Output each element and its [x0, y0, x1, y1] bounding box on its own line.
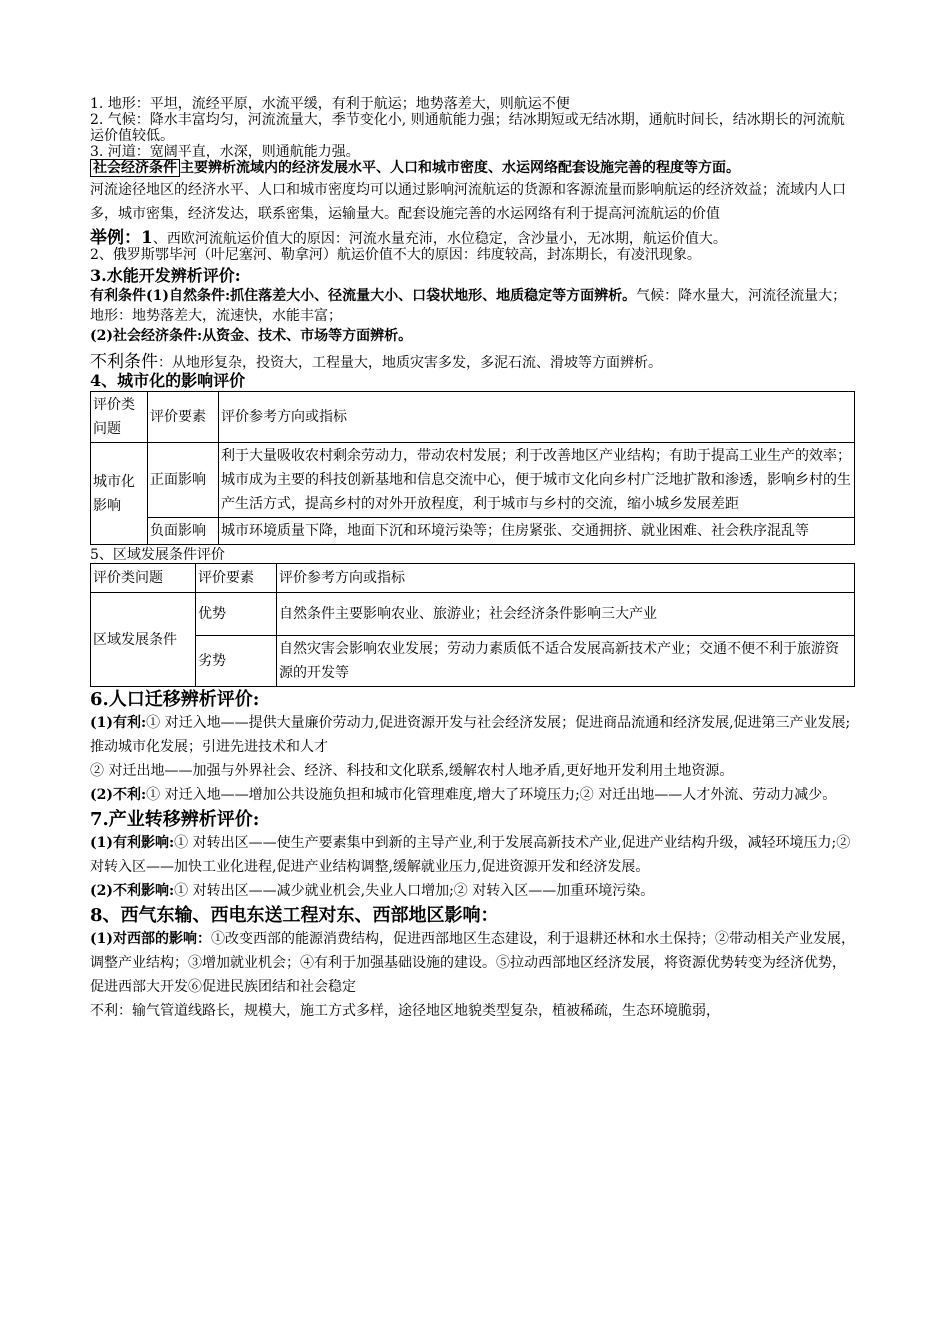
industry-unfavorable-label: (2)不利影响: — [90, 883, 175, 899]
hydro-unfavorable — [90, 354, 855, 371]
urban-text-negative: 城市环境质量下降，地面下沉和环境污染等；住房紧张、交通拥挤、就业困难、社会秩序混乱等 — [219, 518, 855, 545]
migration-favorable — [90, 711, 855, 759]
urban-category: 城市化影响 — [91, 443, 148, 545]
hydro-social: (2)社会经济条件:从资金、技术、市场等方面辨析。 — [90, 328, 413, 344]
document-page — [90, 96, 855, 1023]
table-row — [91, 518, 855, 545]
hydro-title: 3.水能开发辨析评价: — [90, 266, 241, 285]
migration-unfavorable-text: ① 对迁入地——增加公共设施负担和城市化管理难度,增大了环境压力;② 对迁出地——人才外流、劳动力减少。 — [146, 787, 837, 803]
migration-unfavorable — [90, 783, 855, 807]
region-factor-strength: 优势 — [196, 593, 277, 636]
migration-title: 6.人口迁移辨析评价: — [90, 689, 260, 710]
industry-title: 7.产业转移辨析评价: — [90, 809, 260, 830]
climate-line: 2. 气候：降水丰富均匀，河流流量大，季节变化小, 则通航能力强；结冰期短或无结冰期，通航时间长，结冰期长的河流航运价值较低。 — [90, 112, 845, 144]
example-1-num: 1 — [141, 228, 153, 248]
migration-unfavorable-label: (2)不利: — [90, 787, 147, 803]
hydro-favorable-bold: 有利条件(1)自然条件:抓住落差大小、径流量大小、口袋状地形、地质稳定等方面辨析。 — [90, 288, 637, 304]
urban-header-factor: 评价要素 — [148, 392, 219, 443]
region-header-indicator: 评价参考方向或指标 — [277, 564, 855, 593]
urban-header-indicator: 评价参考方向或指标 — [219, 392, 855, 443]
table-row — [91, 636, 855, 687]
hydro-unfavorable-rest: ：从地形复杂，投资大，工程量大，地质灾害多发，多泥石流、滑坡等方面辨析。 — [158, 355, 662, 371]
region-text-weakness: 自然灾害会影响农业发展；劳动力素质低不适合发展高新技术产业；交通不便不利于旅游资源的开发等 — [277, 636, 855, 687]
urban-factor-positive: 正面影响 — [148, 443, 219, 518]
channel-line: 3. 河道：宽阔平直，水深，则通航能力强。 — [90, 144, 360, 160]
migration-favorable-text: ① 对迁入地——提供大量廉价劳动力,促进资源开发与社会经济发展；促进商品流通和经济发展,促进第三产业发展;推动城市化发展；引进先进技术和人才 — [90, 715, 851, 755]
industry-favorable — [90, 831, 855, 879]
westeast-west-text: ①改变西部的能源消费结构，促进西部地区生态建设，利于退耕还林和水土保持；②带动相关产业发展，调整产业结构；③增加就业机会；④有利于加强基础设施的建设。⑤拉动西部地区经济发展，将资源优势转变为经济优势，促进西部大开发⑥促进民族团结和社会稳定 — [90, 931, 855, 995]
migration-favorable-label: (1)有利: — [90, 715, 147, 731]
industry-unfavorable — [90, 879, 855, 903]
industry-unfavorable-text: ① 对转出区——减少就业机会,失业人口增加;② 对转入区——加重环境污染。 — [174, 883, 655, 899]
region-header-factor: 评价要素 — [196, 564, 277, 593]
socio-heading — [90, 160, 855, 176]
example-1 — [90, 230, 855, 247]
table-row — [91, 443, 855, 518]
terrain-line: 1. 地形：平坦，流经平原，水流平缓，有利于航运；地势落差大，则航运不便 — [90, 96, 570, 112]
region-category: 区域发展条件 — [91, 593, 196, 687]
migration-favorable-2: ② 对迁出地——加强与外界社会、经济、科技和文化联系,缓解农村人地矛盾,更好地开发利用土地资源。 — [90, 763, 734, 779]
region-header-category: 评价类问题 — [91, 564, 196, 593]
table-row — [91, 392, 855, 443]
table-row — [91, 564, 855, 593]
region-title: 5、区域发展条件评价 — [90, 547, 225, 563]
urban-factor-negative: 负面影响 — [148, 518, 219, 545]
hydro-unfavorable-label: 不利条件 — [90, 352, 158, 372]
region-table — [90, 563, 855, 687]
urban-title: 4、城市化的影响评价 — [90, 371, 246, 390]
hydro-favorable — [90, 286, 855, 326]
example-1-text: 、西欧河流航运价值大的原因：河流水量充沛，水位稳定，含沙量小，无冰期，航运价值大。 — [152, 231, 727, 247]
westeast-unfavorable: 不利：输气管道线路长，规模大，施工方式多样，途径地区地貌类型复杂，植被稀疏，生态环境脆弱， — [90, 1003, 720, 1019]
urban-table — [90, 391, 855, 545]
hydro-favorable-rest: 气候：降水量大，河流径流量大；地形：地势落差大，流速快，水能丰富； — [90, 288, 847, 324]
table-row — [91, 593, 855, 636]
urban-text-positive: 利于大量吸收农村剩余劳动力，带动农村发展；利于改善地区产业结构；有助于提高工业生产的效率；城市成为主要的科技创新基地和信息交流中心，便于城市文化向乡村广泛地扩散和渗透，影响乡村的生产生活方式，提高乡村的对外开放程度，利于城市与乡村的交流，缩小城乡发展差距 — [219, 443, 855, 518]
socio-tag: 社会经济条件 — [90, 159, 180, 177]
westeast-west-label: (1)对西部的影响： — [90, 931, 211, 947]
industry-favorable-label: (1)有利影响: — [90, 835, 175, 851]
example-2: 2、俄罗斯鄂毕河（叶尼塞河、勒拿河）航运价值不大的原因：纬度较高，封冻期长，有凌汛现象。 — [90, 247, 701, 263]
westeast-title: 8、西气东输、西电东送工程对东、西部地区影响： — [90, 905, 499, 926]
region-text-strength: 自然条件主要影响农业、旅游业；社会经济条件影响三大产业 — [277, 593, 855, 636]
region-factor-weakness: 劣势 — [196, 636, 277, 687]
industry-favorable-text: ① 对转出区——使生产要素集中到新的主导产业,利于发展高新技术产业,促进产业结构升级，减轻环境压力;② 对转入区——加快工业化进程,促进产业结构调整,缓解就业压力,促进资源开发和经济发展。 — [90, 835, 851, 875]
socio-heading-rest: 主要辨析流域内的经济发展水平、人口和城市密度、水运网络配套设施完善的程度等方面。 — [180, 160, 740, 176]
socio-body: 河流途径地区的经济水平、人口和城市密度均可以通过影响河流航运的货源和客源流量而影响航运的经济效益；流域内人口多，城市密集，经济发达，联系密集，运输量大。配套设施完善的水运网络有利于提高河流航运的价值 — [90, 182, 846, 222]
urban-header-category: 评价类问题 — [91, 392, 148, 443]
example-label: 举例： — [90, 228, 141, 248]
westeast-west — [90, 927, 855, 999]
